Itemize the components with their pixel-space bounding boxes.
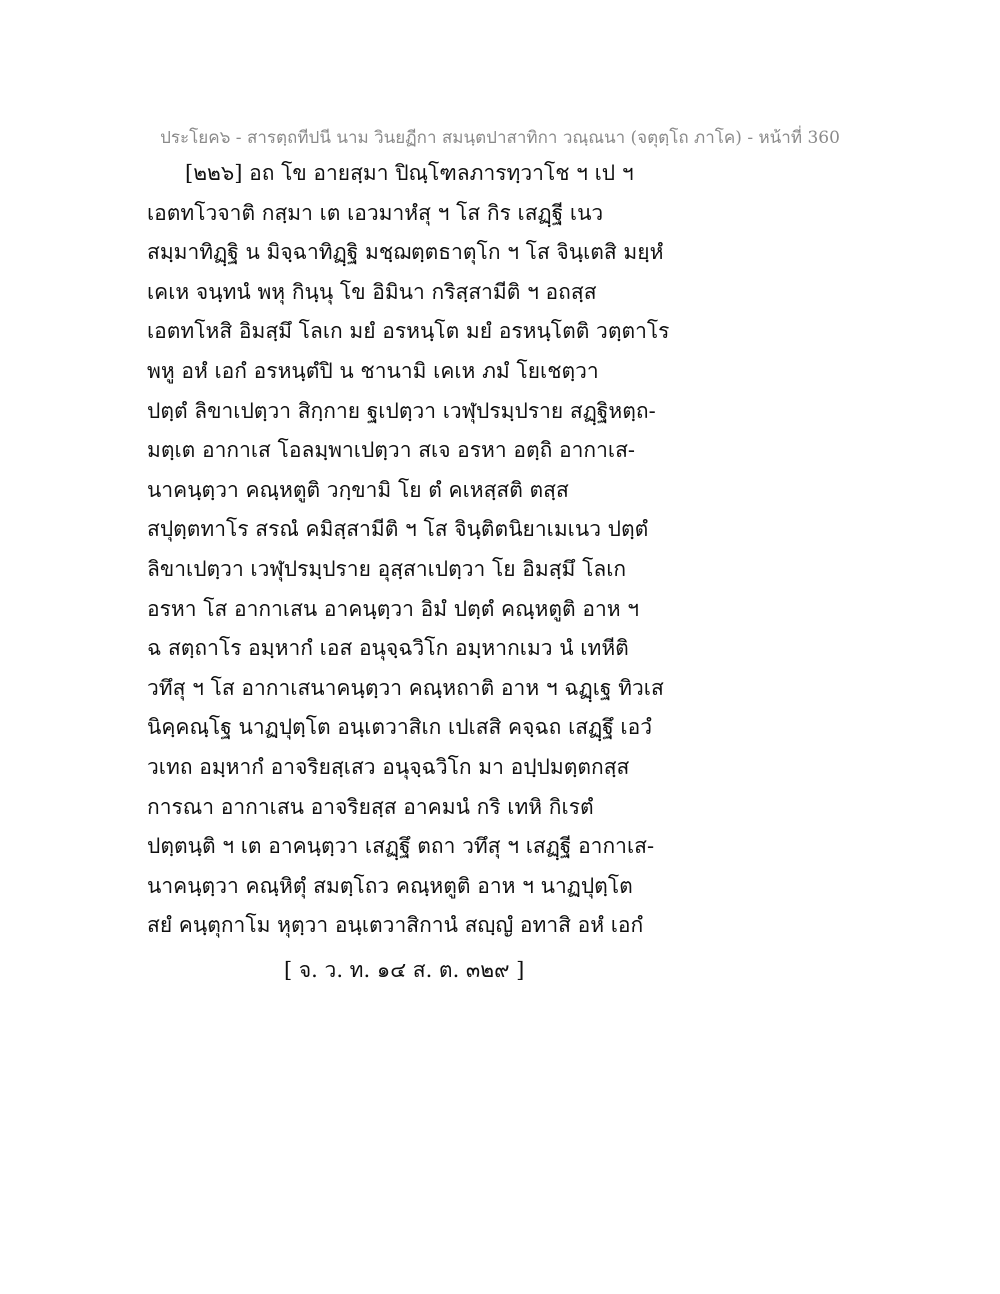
text-line: ลิขาเปตฺวา เวฬุปรมฺปราย อุสฺสาเปตฺวา โย อิมสฺมึ โลเก [147,556,627,581]
text-line: [๒๒๖] อถ โข อายสฺมา ปิณฺโฑลภารทฺวาโช ฯ เป ฯ [185,161,634,185]
text-line: เอตทโหสิ อิมสฺมึ โลเก มยํ อรหนฺโต มยํ อรหนฺโตติ วตฺตาโร [147,319,670,344]
text-line: การณา อากาเสน อาจริยสฺส อาคมนํ กริ เทหิ กิเรตํ [147,794,594,819]
page-header: ประโยค๖ - สารตฺถทีปนี นาม วินยฏีกา สมนฺตปาสาทิกา วณฺณนา (จตุตฺโถ ภาโค) - หน้าที่ 360 [160,128,840,148]
text-line: วเทถ อมฺหากํ อาจริยสฺเสว อนุจฺฉวิโก มา อปฺปมตฺตกสฺส [147,754,630,779]
text-line: นาคนฺตฺวา คณฺหตูติ วกฺขามิ โย ตํ คเหสฺสติ ตสฺส [147,477,569,502]
text-line: เอตทโวจาติ กสฺมา เต เอวมาหํสุ ฯ โส กิร เสฏฺฐี เนว [147,200,604,225]
text-line: มตฺเต อากาเส โอลมฺพาเปตฺวา สเจ อรหา อตฺถิ อากาเส- [147,438,636,463]
text-line: ปตฺตํ ลิขาเปตฺวา สิกฺกาย ฐเปตฺวา เวฬุปรมฺปราย สฏฺฐิหตฺถ- [147,398,656,423]
text-line: นาคนฺตฺวา คณฺหิตุํ สมตฺโถว คณฺหตูติ อาห ฯ นาฏปุตฺโต [147,873,633,898]
text-line: สยํ คนฺตุกาโม หุตฺวา อนฺเตวาสิกานํ สญฺญํ อทาสิ อหํ เอกํ [147,913,644,938]
text-line: อรหา โส อากาเสน อาคนฺตฺวา อิมํ ปตฺตํ คณฺหตูติ อาห ฯ [147,596,640,621]
text-line: วทึสุ ฯ โส อากาเสนาคนฺตฺวา คณฺหถาติ อาห ฯ ฉฏฺเฐ ทิวเส [147,675,664,700]
source-reference: [ จ. ว. ท. ๑๔ ส. ต. ๓๒๙ ] [284,958,525,982]
text-line: พหู อหํ เอกํ อรหนฺตํปิ น ชานามิ เคเห ภมํ โยเชตฺวา [147,358,599,383]
text-line: นิคฺคณฺโฐ นาฏปุตฺโต อนฺเตวาสิเก เปเสสิ คจฺฉถ เสฏฺฐึ เอวํ [147,715,653,740]
text-line: สมฺมาทิฏฺฐิ น มิจฺฉาทิฏฺฐิ มชฺฌตฺตธาตุโก ฯ โส จินฺเตสิ มยฺหํ [147,240,664,265]
text-line: สปุตฺตทาโร สรณํ คมิสฺสามีติ ฯ โส จินฺติตนิยาเมเนว ปตฺตํ [147,517,649,542]
text-line: ปตฺตนฺติ ฯ เต อาคนฺตฺวา เสฏฺฐึ ตถา วทึสุ ฯ เสฏฺฐี อากาเส- [147,834,655,859]
text-line: เคเห จนฺทนํ พหุ กินฺนุ โข อิมินา กริสฺสามีติ ฯ อถสฺส [147,279,597,304]
body-text [147,154,670,946]
text-line: ฉ สตฺถาโร อมฺหากํ เอส อนุจฺฉวิโก อมฺหากเมว นํ เทหีติ [147,636,629,661]
